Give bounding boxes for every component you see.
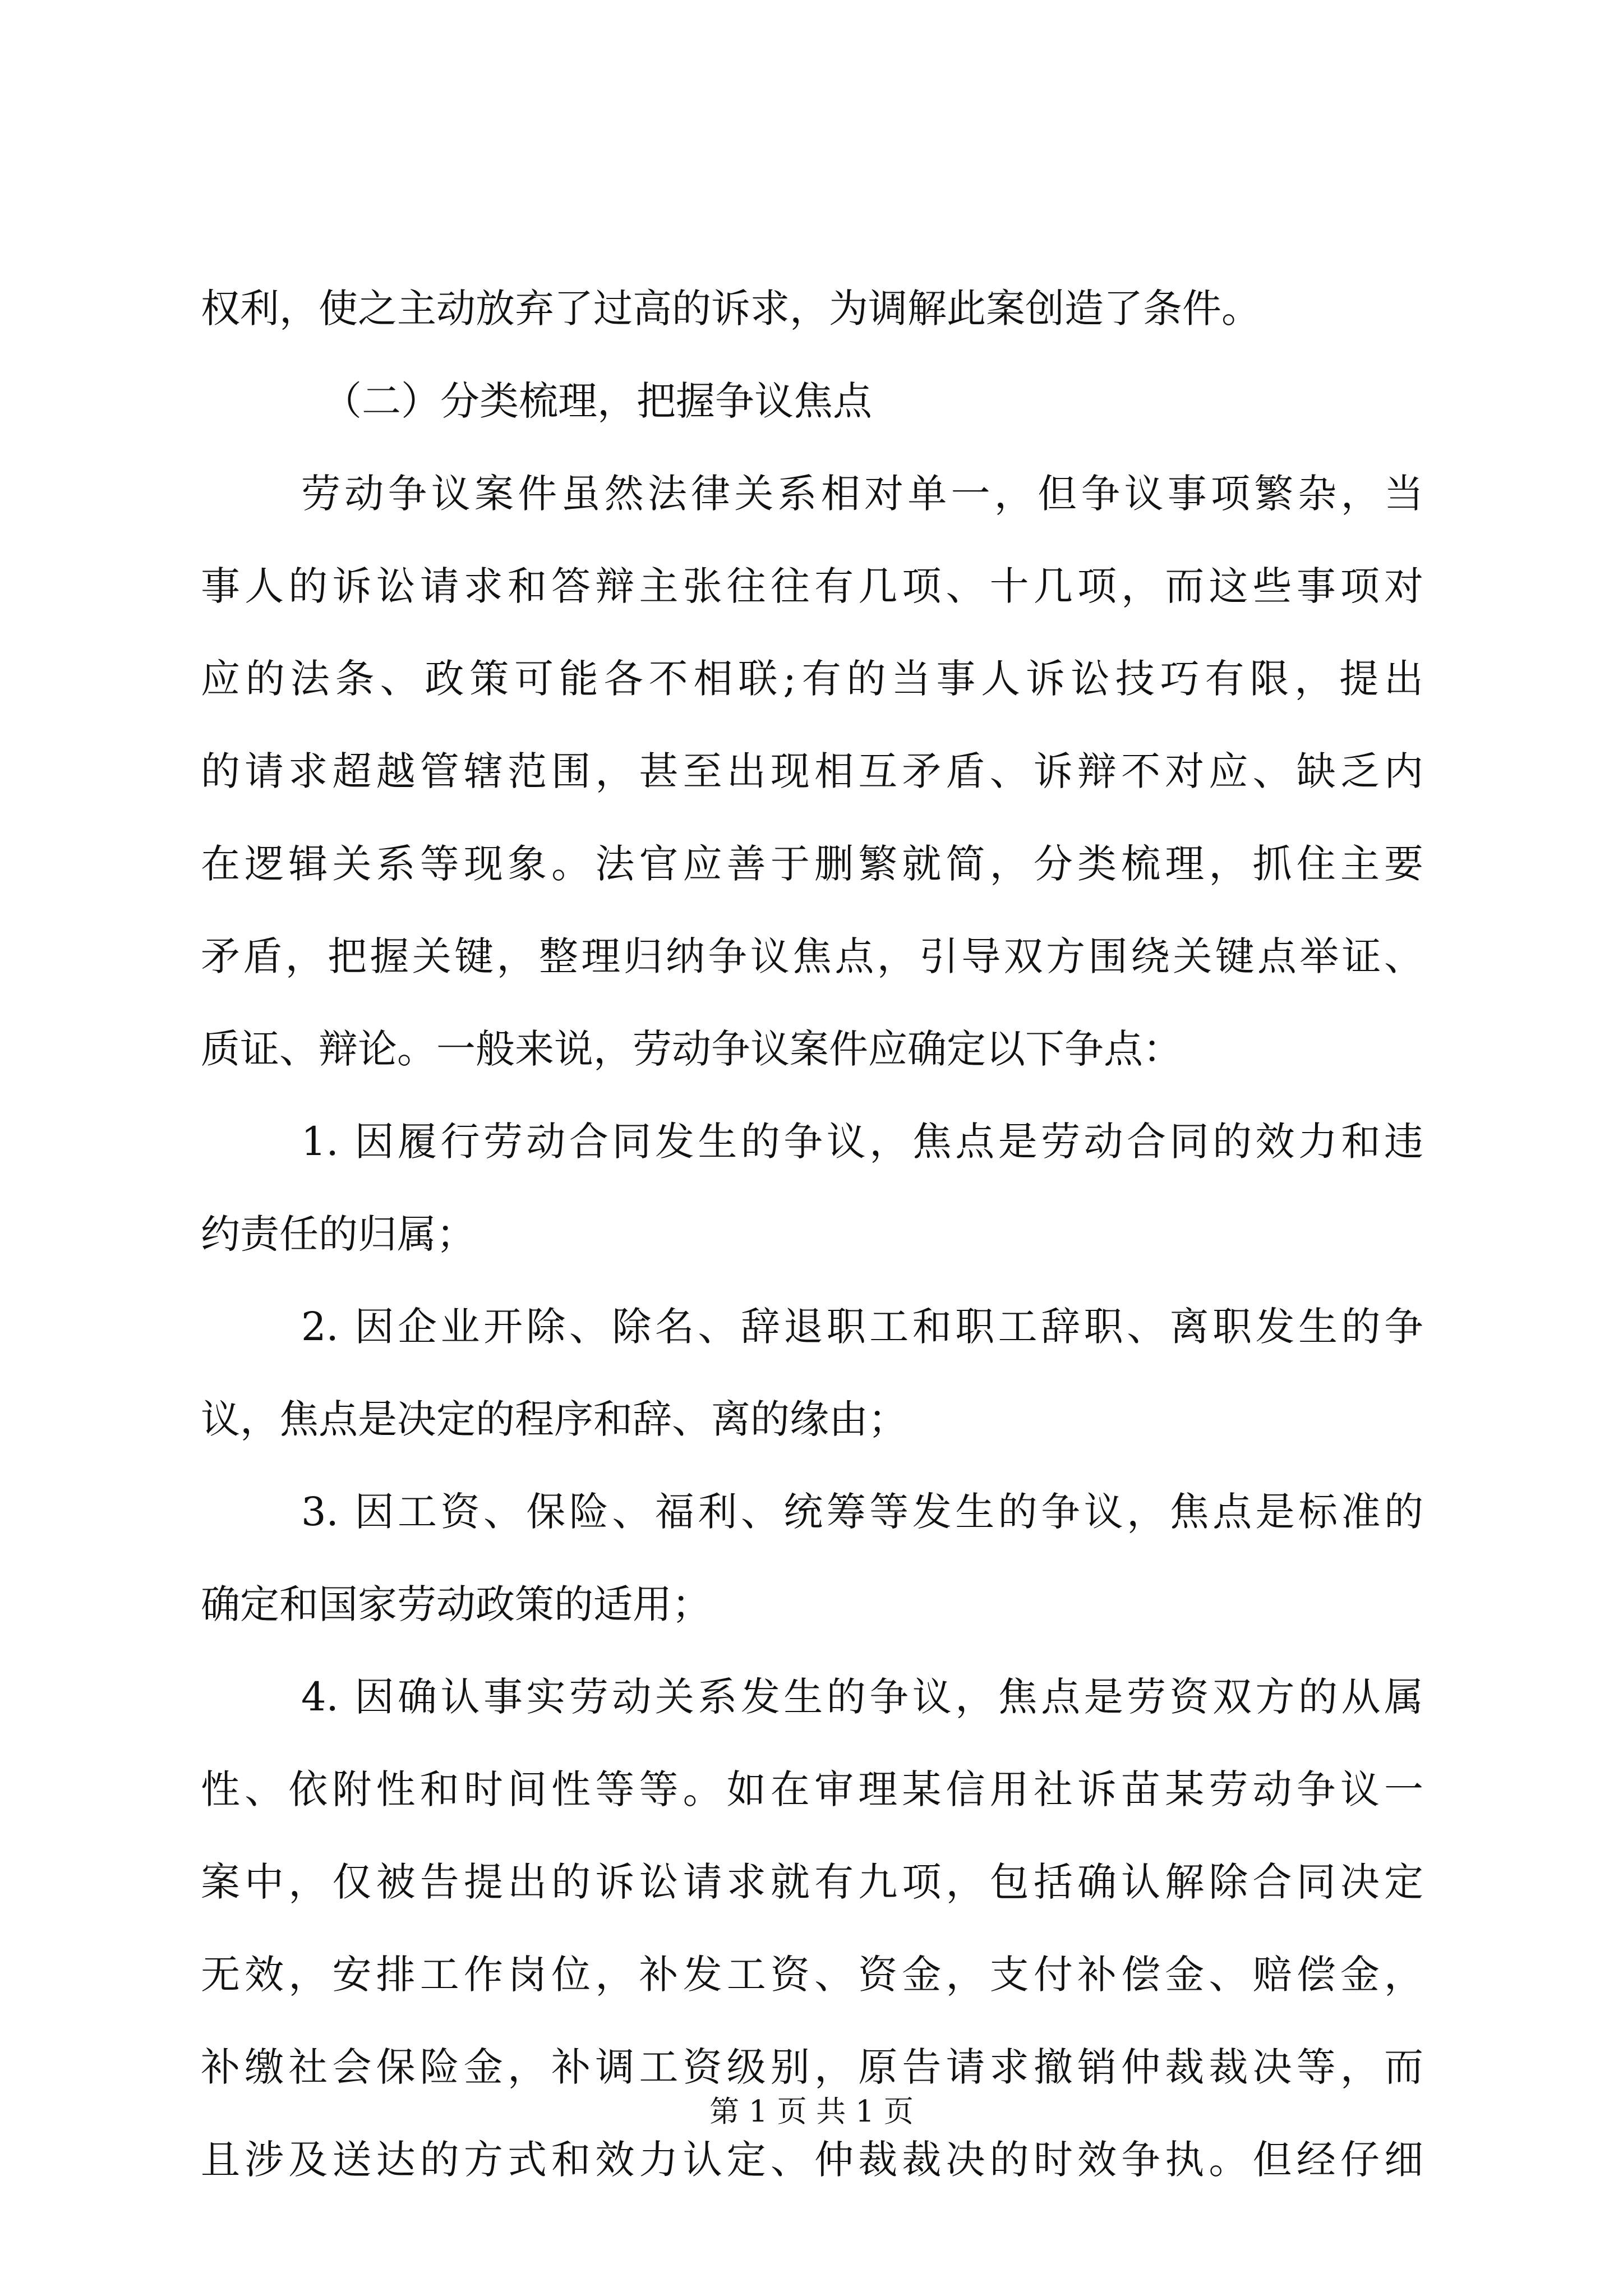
text-line: 在逻辑关系等现象。法官应善于删繁就简，分类梳理，抓住主要	[201, 841, 1423, 887]
text-line: 矛盾，把握关键，整理归纳争议焦点，引导双方围绕关键点举证、	[201, 933, 1423, 979]
list-item-line: 3. 因工资、保险、福利、统筹等发生的争议，焦点是标准的	[301, 1489, 1423, 1535]
text-line: 约责任的归属；	[201, 1211, 476, 1257]
document-body	[201, 263, 1423, 2206]
list-item-line: 1. 因履行劳动合同发生的争议，焦点是劳动合同的效力和违	[301, 1119, 1423, 1165]
text-line: 案中，仅被告提出的诉讼请求就有九项，包括确认解除合同决定	[201, 1859, 1423, 1905]
text-line: 议，焦点是决定的程序和辞、离的缘由；	[201, 1396, 907, 1442]
text-line: 且涉及送达的方式和效力认定、仲裁裁决的时效争执。但经仔细	[201, 2137, 1423, 2183]
text-line: 无效，安排工作岗位，补发工资、资金，支付补偿金、赔偿金，	[201, 1952, 1423, 1998]
text-line: 权利，使之主动放弃了过高的诉求，为调解此案创造了条件。	[201, 286, 1261, 332]
section-heading: （二）分类梳理，把握争议焦点	[322, 378, 872, 424]
text-line: 事人的诉讼请求和答辩主张往往有几项、十几项，而这些事项对	[201, 563, 1423, 609]
text-line: 劳动争议案件虽然法律关系相对单一，但争议事项繁杂，当	[301, 471, 1423, 517]
text-line: 应的法条、政策可能各不相联;有的当事人诉讼技巧有限，提出	[201, 656, 1423, 702]
list-item-line: 2. 因企业开除、除名、辞退职工和职工辞职、离职发生的争	[301, 1304, 1423, 1350]
text-line: 质证、辩论。一般来说，劳动争议案件应确定以下争点：	[201, 1026, 1182, 1072]
page-footer: 第 1 页 共 1 页	[709, 2095, 914, 2129]
text-line: 性、依附性和时间性等等。如在审理某信用社诉苗某劳动争议一	[201, 1766, 1423, 1812]
text-line: 确定和国家劳动政策的适用；	[201, 1581, 711, 1627]
list-item-line: 4. 因确认事实劳动关系发生的争议，焦点是劳资双方的从属	[301, 1674, 1423, 1720]
text-line: 补缴社会保险金，补调工资级别，原告请求撤销仲裁裁决等，而	[201, 2044, 1423, 2090]
text-line: 的请求超越管辖范围，甚至出现相互矛盾、诉辩不对应、缺乏内	[201, 748, 1423, 794]
